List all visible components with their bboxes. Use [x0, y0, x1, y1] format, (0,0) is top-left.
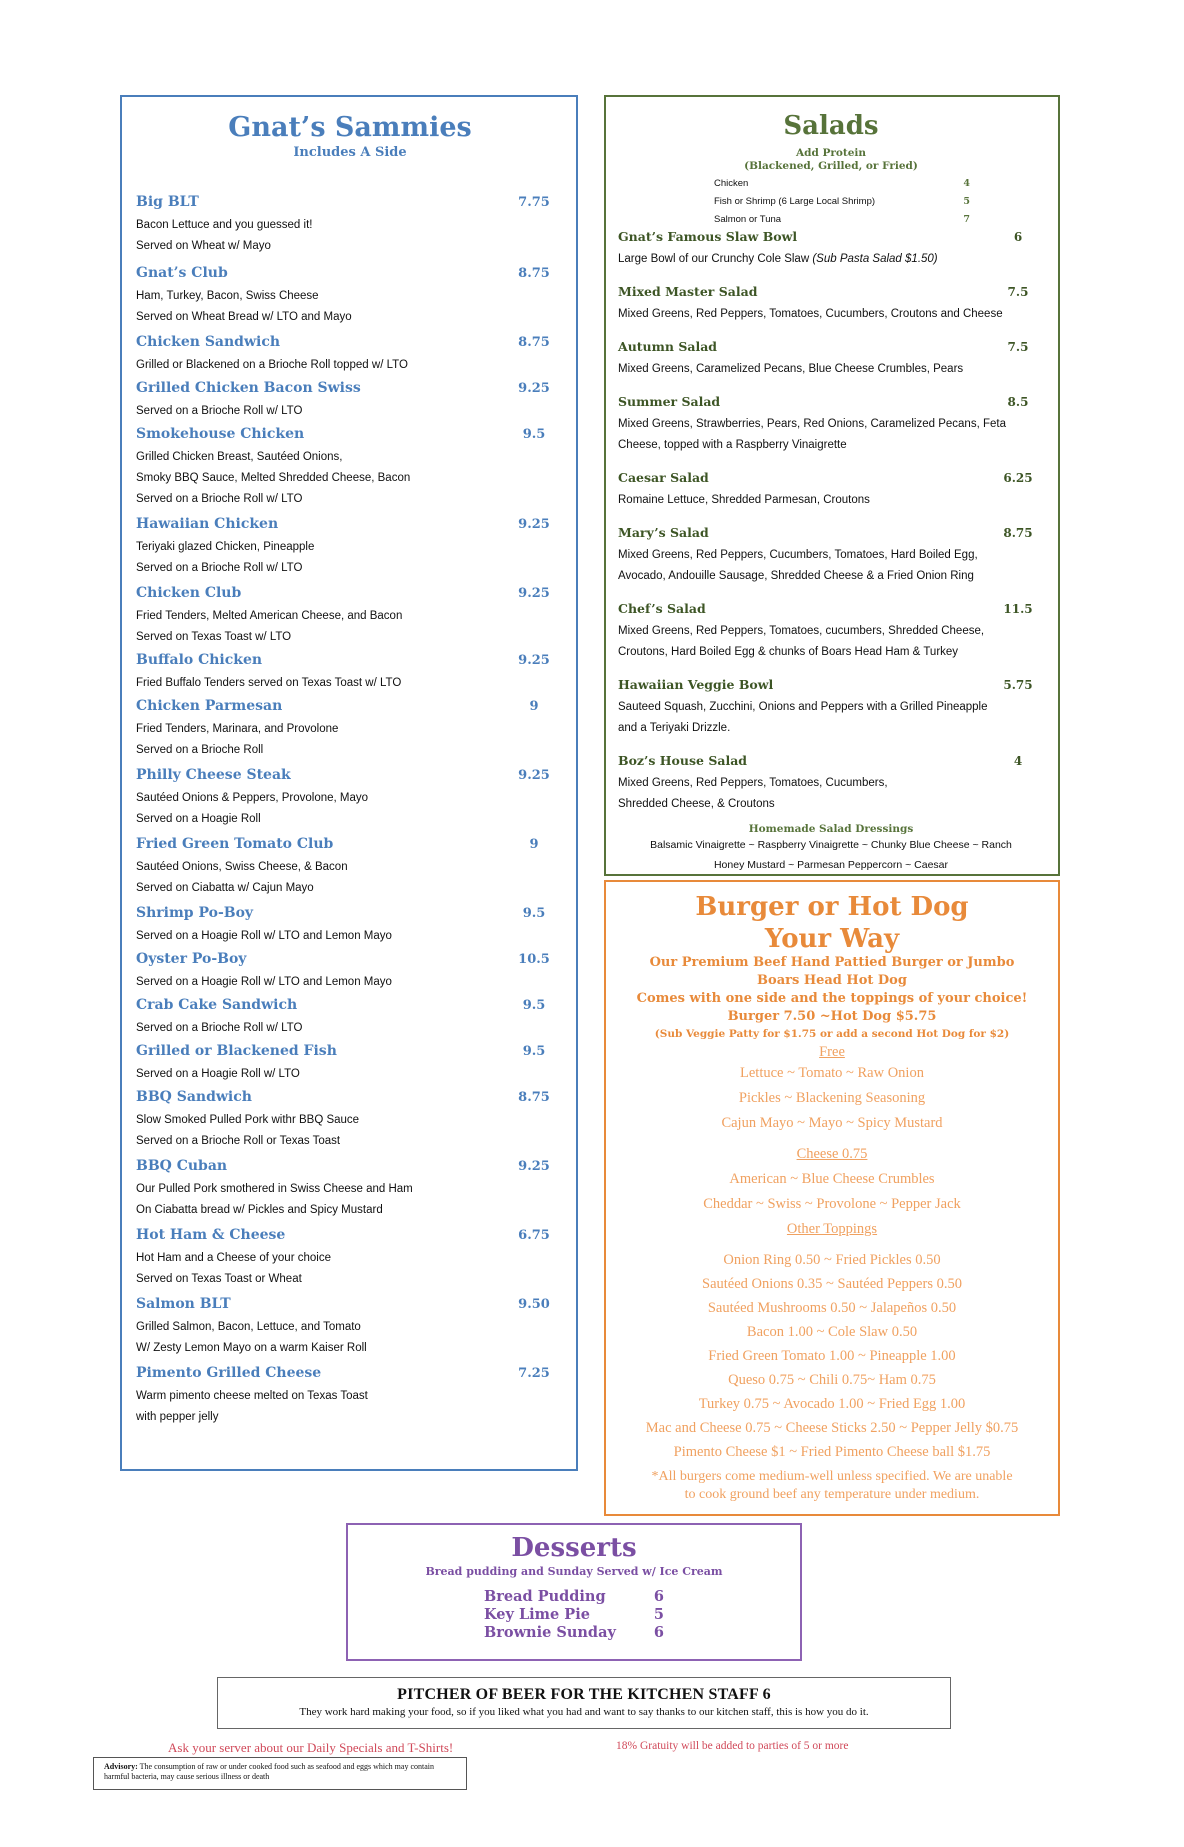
sammy-name: Gnat’s Club	[136, 265, 228, 281]
sammy-price: 9.5	[522, 1044, 546, 1059]
topping-line: American ~ Blue Cheese Crumbles	[729, 1171, 935, 1187]
sammy-header	[136, 1296, 564, 1317]
sammy-header	[136, 767, 564, 788]
sammy-description: Served on a Brioche Roll w/ LTO	[136, 562, 303, 574]
dessert-item	[484, 1606, 664, 1624]
sammy-header	[136, 1365, 564, 1386]
sammy-price: 8.75	[518, 335, 550, 350]
burger-title-line2: Your Way	[764, 924, 900, 954]
salad-description	[618, 621, 1044, 642]
sammy-name: Grilled or Blackened Fish	[136, 1043, 337, 1059]
salad-item	[618, 394, 1044, 456]
protein-row	[714, 211, 970, 229]
salad-header	[618, 601, 1044, 621]
pitcher-heading: PITCHER OF BEER FOR THE KITCHEN STAFF 6	[397, 1686, 771, 1703]
burger-title: Burger or Hot Dog	[695, 892, 969, 922]
sammy-description: Served on a Hoagie Roll	[136, 813, 261, 825]
topping-line: Sautéed Mushrooms 0.50 ~ Jalapeños 0.50	[707, 1300, 957, 1316]
sammy-description: Sautéed Onions & Peppers, Provolone, Mayo	[136, 792, 369, 804]
sammy-name: Buffalo Chicken	[136, 652, 263, 668]
sammy-price: 9.25	[518, 1159, 550, 1174]
burger-sub-note: (Sub Veggie Patty for $1.75 or add a second Hot Dog for $2)	[654, 1028, 1010, 1040]
salad-item	[618, 753, 1044, 815]
topping-line: Lettuce ~ Tomato ~ Raw Onion	[740, 1065, 924, 1081]
sammy-header	[136, 426, 564, 447]
protein-name: Fish or Shrimp (6 Large Local Shrimp)	[714, 196, 876, 207]
sammy-description: W/ Zesty Lemon Mayo on a warm Kaiser Roll	[136, 1342, 367, 1354]
sammy-item	[136, 997, 564, 1039]
topping-line: Pimento Cheese $1 ~ Fried Pimento Cheese ball $1.75	[673, 1444, 991, 1460]
sammy-description: Served on a Hoagie Roll w/ LTO	[136, 1068, 300, 1080]
salad-description	[618, 304, 1044, 325]
sammy-name: Grilled Chicken Bacon Swiss	[136, 380, 361, 396]
desserts-subtitle: Bread pudding and Sunday Served w/ Ice Cream	[425, 1565, 723, 1578]
salad-header	[618, 339, 1044, 359]
salad-description-text: Avocado, Andouille Sausage, Shredded Cheese & a Fried Onion Ring	[618, 570, 974, 582]
sammy-price: 9	[529, 837, 539, 852]
dressings-title: Homemade Salad Dressings	[748, 823, 914, 835]
sammy-price: 9.5	[522, 906, 546, 921]
sammy-item	[136, 767, 564, 830]
sammy-header	[136, 836, 564, 857]
salad-description-text: Mixed Greens, Red Peppers, Tomatoes, Cucumbers,	[618, 777, 888, 789]
sammy-name: Pimento Grilled Cheese	[136, 1365, 322, 1381]
salad-price: 11.5	[1003, 602, 1033, 616]
topping-line: Turkey 0.75 ~ Avocado 1.00 ~ Fried Egg 1.00	[698, 1396, 966, 1412]
sammy-price: 9.25	[518, 381, 550, 396]
sammy-description: Served on Wheat Bread w/ LTO and Mayo	[136, 311, 352, 323]
salad-description	[618, 359, 1044, 380]
salad-description	[618, 545, 1044, 566]
salad-price: 6.25	[1003, 471, 1033, 485]
sammy-header	[136, 1227, 564, 1248]
gratuity-note: 18% Gratuity will be added to parties of 5 or more	[616, 1740, 849, 1752]
sammy-description: Served on Texas Toast w/ LTO	[136, 631, 292, 643]
sammy-item	[136, 1296, 564, 1359]
sammy-description: Warm pimento cheese melted on Texas Toast	[136, 1390, 368, 1402]
salad-description-text: Cheese, topped with a Raspberry Vinaigrette	[618, 439, 847, 451]
salad-price: 5.75	[1003, 678, 1033, 692]
salads-title: Salads	[783, 111, 879, 141]
salad-description-text: Mixed Greens, Caramelized Pecans, Blue Cheese Crumbles, Pears	[618, 363, 964, 375]
sammy-description: Our Pulled Pork smothered in Swiss Cheese and Ham	[136, 1183, 413, 1195]
protein-subtitle: (Blackened, Grilled, or Fried)	[744, 160, 918, 172]
sammy-description: Grilled or Blackened on a Brioche Roll topped w/ LTO	[136, 359, 408, 371]
pitcher-box	[217, 1677, 951, 1729]
sammy-description: Sautéed Onions, Swiss Cheese, & Bacon	[136, 861, 348, 873]
other-toppings-title: Other Toppings	[786, 1221, 878, 1237]
sammy-description: Served on a Brioche Roll	[136, 744, 264, 756]
sammy-header	[136, 334, 564, 355]
other-toppings-list	[614, 1248, 1050, 1464]
sammy-item	[136, 426, 564, 510]
salad-item	[618, 284, 1044, 325]
topping-line: Bacon 1.00 ~ Cole Slaw 0.50	[746, 1324, 918, 1340]
dessert-item	[484, 1624, 664, 1642]
sammy-item	[136, 951, 564, 993]
desserts-title: Desserts	[511, 1533, 637, 1563]
salad-description	[618, 718, 1044, 739]
sammy-header	[136, 951, 564, 972]
protein-name: Chicken	[714, 178, 749, 189]
sammy-item	[136, 836, 564, 899]
salad-description	[618, 414, 1044, 435]
burger-desc-line: Comes with one side and the toppings of your choice!	[636, 991, 1028, 1006]
sammy-description: Hot Ham and a Cheese of your choice	[136, 1252, 331, 1264]
salad-description	[618, 249, 1044, 270]
desserts-list	[484, 1588, 664, 1642]
sammies-subtitle: Includes A Side	[293, 145, 407, 160]
salad-description	[618, 490, 1044, 511]
salad-item	[618, 339, 1044, 380]
sammy-name: Chicken Club	[136, 585, 242, 601]
sammy-name: Salmon BLT	[136, 1296, 231, 1312]
sammy-description: Served on a Brioche Roll w/ LTO	[136, 1022, 303, 1034]
sammy-name: Oyster Po-Boy	[136, 951, 247, 967]
sammy-header	[136, 1043, 564, 1064]
sammy-header	[136, 585, 564, 606]
salad-description-text: Mixed Greens, Strawberries, Pears, Red Onions, Caramelized Pecans, Feta	[618, 418, 1006, 430]
salad-description-text: Croutons, Hard Boiled Egg & chunks of Boars Head Ham & Turkey	[618, 646, 959, 658]
sammy-header	[136, 516, 564, 537]
dessert-price: 6	[653, 1624, 664, 1641]
salad-name: Mixed Master Salad	[618, 284, 758, 299]
salad-header	[618, 525, 1044, 545]
sammy-item	[136, 1043, 564, 1085]
sammy-item	[136, 1158, 564, 1221]
topping-line: Onion Ring 0.50 ~ Fried Pickles 0.50	[723, 1252, 941, 1268]
salad-item	[618, 229, 1044, 270]
salad-description-text: Sauteed Squash, Zucchini, Onions and Peppers with a Grilled Pineapple	[618, 701, 988, 713]
topping-line: Pickles ~ Blackening Seasoning	[738, 1090, 926, 1106]
specials-note: Ask your server about our Daily Specials and T-Shirts!	[168, 1740, 454, 1755]
salads-list	[618, 229, 1044, 815]
cheese-title: Cheese 0.75	[796, 1146, 868, 1162]
topping-line: Cajun Mayo ~ Mayo ~ Spicy Mustard	[721, 1115, 943, 1131]
salad-price: 8.5	[1007, 395, 1029, 409]
protein-list	[618, 175, 1044, 229]
sammy-description: On Ciabatta bread w/ Pickles and Spicy Mustard	[136, 1204, 383, 1216]
salads-section	[604, 95, 1060, 876]
sammy-name: Smokehouse Chicken	[136, 426, 305, 442]
advisory-box	[93, 1757, 467, 1790]
salad-description-text: and a Teriyaki Drizzle.	[618, 722, 731, 734]
sammy-header	[136, 1089, 564, 1110]
salad-name: Mary’s Salad	[618, 525, 709, 540]
sammy-header	[136, 1158, 564, 1179]
sammy-description: Grilled Chicken Breast, Sautéed Onions,	[136, 451, 343, 463]
sammy-description: Grilled Salmon, Bacon, Lettuce, and Tomato	[136, 1321, 361, 1333]
dessert-name: Brownie Sunday	[484, 1624, 616, 1641]
salad-description	[618, 566, 1044, 587]
sammy-price: 7.75	[518, 195, 550, 210]
sammy-description: Served on a Hoagie Roll w/ LTO and Lemon Mayo	[136, 930, 392, 942]
burger-desc-line: Boars Head Hot Dog	[757, 973, 907, 988]
sammy-name: Shrimp Po-Boy	[136, 905, 254, 921]
sammy-price: 9.25	[518, 517, 550, 532]
sammy-name: Chicken Sandwich	[136, 334, 281, 350]
salad-description-text: Shredded Cheese, & Croutons	[618, 798, 775, 810]
salad-description-text: Mixed Greens, Red Peppers, Tomatoes, Cucumbers, Croutons and Cheese	[618, 308, 1003, 320]
burger-section	[604, 880, 1060, 1516]
dessert-price: 5	[653, 1606, 664, 1623]
burger-desc-line: Burger 7.50 ~Hot Dog $5.75	[727, 1009, 937, 1024]
sammy-description: Ham, Turkey, Bacon, Swiss Cheese	[136, 290, 319, 302]
salad-description	[618, 697, 1044, 718]
salad-description-text: Mixed Greens, Red Peppers, Tomatoes, cucumbers, Shredded Cheese,	[618, 625, 985, 637]
sammy-description: Served on Texas Toast or Wheat	[136, 1273, 302, 1285]
desserts-section	[346, 1523, 802, 1661]
salad-item	[618, 677, 1044, 739]
sammy-header	[136, 698, 564, 719]
protein-name: Salmon or Tuna	[714, 214, 782, 225]
sammy-header	[136, 265, 564, 286]
sammy-description: Bacon Lettuce and you guessed it!	[136, 219, 313, 231]
pitcher-text: They work hard making your food, so if you liked what you had and want to say thanks to our kitchen staff, this is how you do it.	[299, 1706, 869, 1718]
salad-description	[618, 794, 1044, 815]
sammy-name: Philly Cheese Steak	[136, 767, 291, 783]
sammy-description: Served on Ciabatta w/ Cajun Mayo	[136, 882, 314, 894]
dessert-item	[484, 1588, 664, 1606]
sammy-description: Smoky BBQ Sauce, Melted Shredded Cheese, Bacon	[136, 472, 411, 484]
sammy-item	[136, 1365, 564, 1428]
salad-price: 7.5	[1007, 340, 1029, 354]
sammy-header	[136, 997, 564, 1018]
salad-description-text: Romaine Lettuce, Shredded Parmesan, Croutons	[618, 494, 870, 506]
protein-price: 4	[963, 178, 970, 189]
sammy-item	[136, 265, 564, 328]
sammy-price: 8.75	[518, 266, 550, 281]
salad-price: 8.75	[1003, 526, 1033, 540]
sammy-price: 9.5	[522, 427, 546, 442]
dessert-name: Bread Pudding	[484, 1588, 606, 1605]
sammies-list	[136, 194, 564, 1428]
sammy-description: Teriyaki glazed Chicken, Pineapple	[136, 541, 315, 553]
sammy-item	[136, 1227, 564, 1290]
salad-item	[618, 601, 1044, 663]
sammy-name: BBQ Cuban	[136, 1158, 228, 1174]
sammy-header	[136, 652, 564, 673]
salad-description	[618, 773, 1044, 794]
salad-header	[618, 470, 1044, 490]
sammy-name: Big BLT	[136, 194, 199, 210]
salad-header	[618, 284, 1044, 304]
sammy-price: 6.75	[518, 1228, 550, 1243]
sammy-price: 9.5	[522, 998, 546, 1013]
sammy-item	[136, 698, 564, 761]
sammy-description: Fried Tenders, Melted American Cheese, and Bacon	[136, 610, 403, 622]
protein-title: Add Protein	[795, 147, 867, 159]
sammy-description: Served on a Brioche Roll w/ LTO	[136, 493, 303, 505]
topping-line: Sautéed Onions 0.35 ~ Sautéed Peppers 0.50	[702, 1276, 962, 1292]
salad-description	[618, 435, 1044, 456]
salad-description-text: Mixed Greens, Red Peppers, Cucumbers, Tomatoes, Hard Boiled Egg,	[618, 549, 978, 561]
dressings-line: Balsamic Vinaigrette ~ Raspberry Vinaigrette ~ Chunky Blue Cheese ~ Ranch	[650, 839, 1012, 851]
sammy-description: Served on a Brioche Roll or Texas Toast	[136, 1135, 341, 1147]
advisory-text: The consumption of raw or under cooked food such as seafood and eggs which may contain harmful bacteria, may cause serious illness or death	[104, 1762, 435, 1781]
burger-disclaimer: *All burgers come medium-well unless specified. We are unable	[651, 1469, 1013, 1484]
sammy-description: Fried Tenders, Marinara, and Provolone	[136, 723, 339, 735]
sammy-name: BBQ Sandwich	[136, 1089, 252, 1105]
sammy-name: Crab Cake Sandwich	[136, 997, 298, 1013]
topping-line: Queso 0.75 ~ Chili 0.75~ Ham 0.75	[728, 1372, 936, 1388]
salad-note: (Sub Pasta Salad $1.50)	[812, 253, 938, 265]
sammy-item	[136, 652, 564, 694]
sammy-price: 9.25	[518, 768, 550, 783]
protein-row	[714, 193, 970, 211]
salad-price: 4	[1013, 754, 1023, 768]
sammy-price: 9	[529, 699, 539, 714]
salad-name: Hawaiian Veggie Bowl	[618, 677, 774, 692]
sammy-item	[136, 585, 564, 648]
sammy-item	[136, 334, 564, 376]
sammies-title: Gnat’s Sammies	[228, 112, 472, 143]
salad-description	[618, 642, 1044, 663]
protein-row	[714, 175, 970, 193]
salad-price: 6	[1013, 230, 1023, 244]
sammy-item	[136, 194, 564, 257]
salad-name: Gnat’s Famous Slaw Bowl	[618, 229, 798, 244]
free-title: Free	[819, 1044, 845, 1060]
sammy-item	[136, 1089, 564, 1152]
sammy-name: Chicken Parmesan	[136, 698, 283, 714]
topping-line: Mac and Cheese 0.75 ~ Cheese Sticks 2.50 ~ Pepper Jelly $0.75	[645, 1420, 1019, 1436]
sammies-section	[120, 95, 578, 1471]
salad-item	[618, 525, 1044, 587]
sammy-price: 7.25	[518, 1366, 550, 1381]
sammy-description: with pepper jelly	[136, 1411, 219, 1423]
topping-line: Cheddar ~ Swiss ~ Provolone ~ Pepper Jack	[703, 1196, 961, 1212]
sammy-description: Served on Wheat w/ Mayo	[136, 240, 271, 252]
topping-line: Fried Green Tomato 1.00 ~ Pineapple 1.00	[708, 1348, 956, 1364]
salad-name: Chef’s Salad	[618, 601, 706, 616]
dressings-line: Honey Mustard ~ Parmesan Peppercorn ~ Caesar	[713, 859, 949, 871]
sammy-item	[136, 905, 564, 947]
salad-header	[618, 753, 1044, 773]
sammy-description: Served on a Brioche Roll w/ LTO	[136, 405, 303, 417]
burger-desc-line: Our Premium Beef Hand Pattied Burger or Jumbo	[649, 955, 1015, 970]
sammy-price: 10.5	[518, 952, 550, 967]
salad-name: Boz’s House Salad	[618, 753, 748, 768]
sammy-header	[136, 905, 564, 926]
sammy-description: Fried Buffalo Tenders served on Texas Toast w/ LTO	[136, 677, 402, 689]
salad-price: 7.5	[1007, 285, 1029, 299]
sammy-header	[136, 194, 564, 215]
salad-name: Autumn Salad	[618, 339, 718, 354]
protein-price: 5	[963, 196, 970, 207]
sammy-name: Fried Green Tomato Club	[136, 836, 334, 852]
sammy-header	[136, 380, 564, 401]
salad-name: Summer Salad	[618, 394, 721, 409]
sammy-description: Slow Smoked Pulled Pork withr BBQ Sauce	[136, 1114, 360, 1126]
salad-item	[618, 470, 1044, 511]
dessert-price: 6	[653, 1588, 664, 1605]
sammy-description: Served on a Hoagie Roll w/ LTO and Lemon Mayo	[136, 976, 392, 988]
sammy-item	[136, 516, 564, 579]
sammy-price: 9.25	[518, 586, 550, 601]
protein-price: 7	[963, 214, 970, 225]
sammy-name: Hawaiian Chicken	[136, 516, 279, 532]
advisory-label: Advisory:	[104, 1762, 138, 1771]
sammy-name: Hot Ham & Cheese	[136, 1227, 286, 1243]
salad-header	[618, 229, 1044, 249]
salad-header	[618, 394, 1044, 414]
sammy-price: 8.75	[518, 1090, 550, 1105]
sammy-item	[136, 380, 564, 422]
dessert-name: Key Lime Pie	[484, 1606, 590, 1623]
sammy-price: 9.50	[518, 1297, 550, 1312]
salad-name: Caesar Salad	[618, 470, 709, 485]
sammy-price: 9.25	[518, 653, 550, 668]
salad-description-text: Large Bowl of our Crunchy Cole Slaw	[618, 253, 810, 265]
burger-disclaimer: to cook ground beef any temperature under medium.	[684, 1487, 980, 1502]
salad-header	[618, 677, 1044, 697]
